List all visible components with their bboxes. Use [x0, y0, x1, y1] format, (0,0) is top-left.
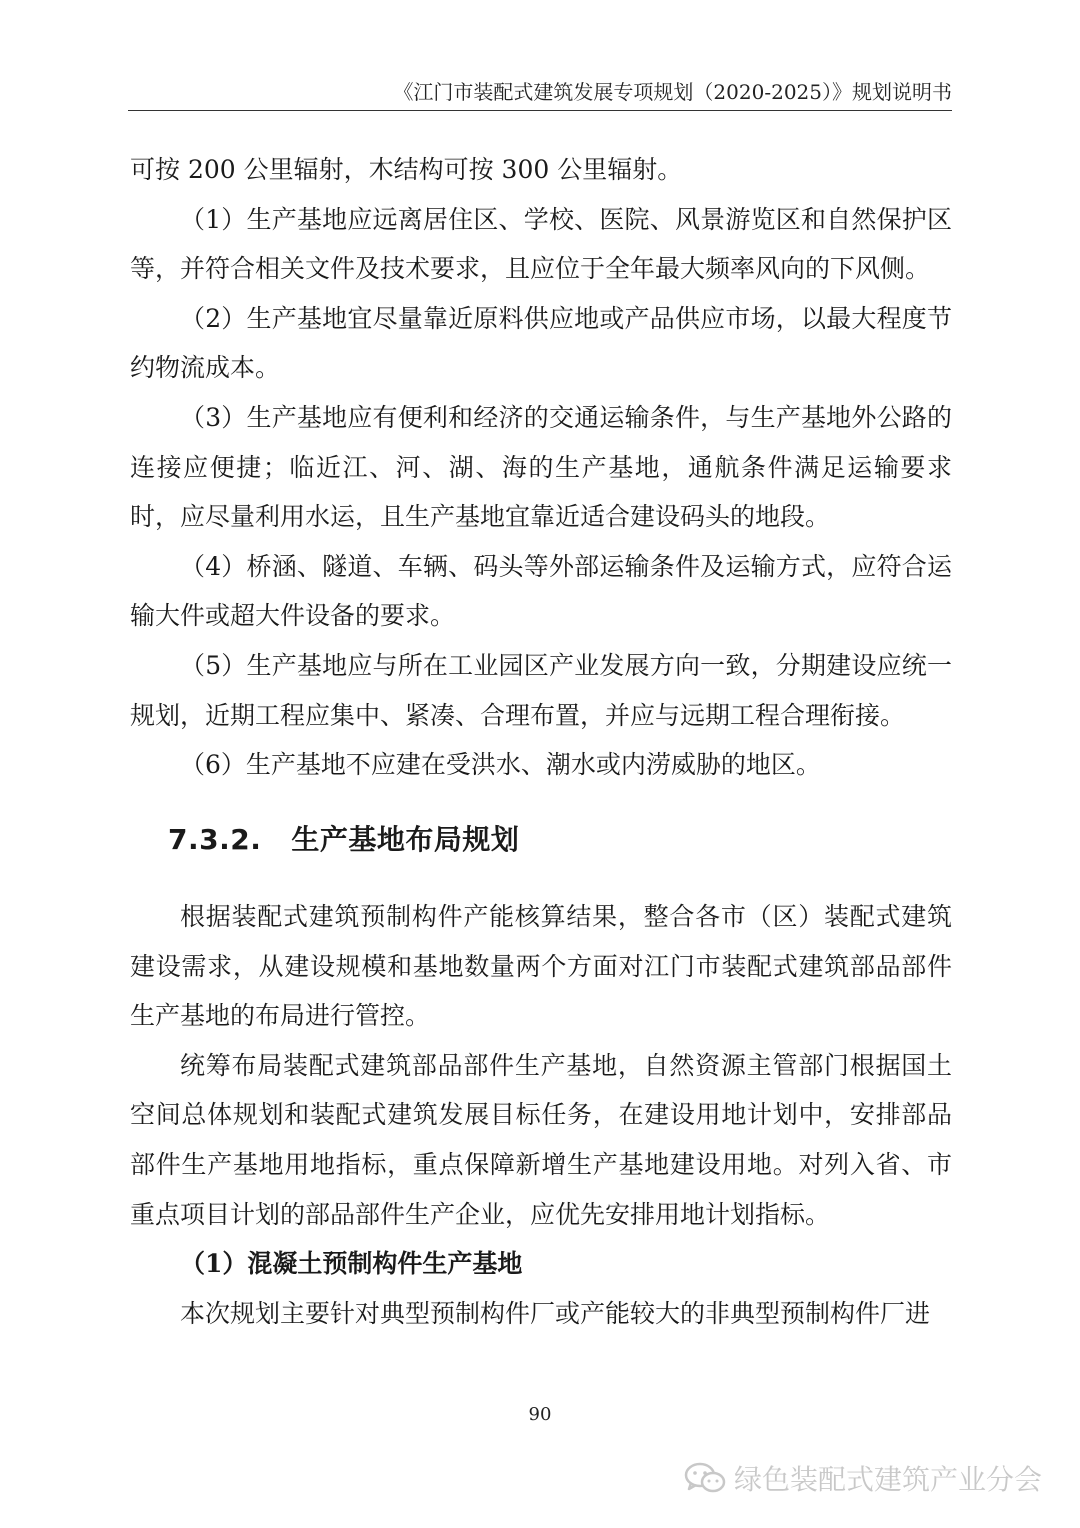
- paragraph-continuation: 可按 200 公里辐射，木结构可按 300 公里辐射。: [130, 155, 683, 184]
- paragraph: 根据装配式建筑预制构件产能核算结果，整合各市（区）装配式建筑建设需求，从建设规模和基地数量两个方面对江门市装配式建筑部品部件生产基地的布局进行管控。: [130, 902, 952, 1031]
- wechat-icon: [684, 1461, 726, 1495]
- paragraph: 统筹布局装配式建筑部品部件生产基地，自然资源主管部门根据国土空间总体规划和装配式建筑发展目标任务，在建设用地计划中，安排部品部件生产基地用地指标，重点保障新增生产基地建设用地。对列入省、市重点项目计划的部品部件生产企业，应优先安排用地计划指标。: [130, 1050, 952, 1229]
- list-item-4: （4）桥涵、隧道、车辆、码头等外部运输条件及运输方式，应符合运输大件或超大件设备的要求。: [130, 551, 952, 631]
- list-item-5: （5）生产基地应与所在工业园区产业发展方向一致，分期建设应统一规划，近期工程应集中、紧凑、合理布置，并应与远期工程合理衔接。: [130, 650, 952, 730]
- subheading: （1）混凝土预制构件生产基地: [180, 1249, 523, 1279]
- watermark-text: 绿色装配式建筑产业分会: [733, 1463, 1042, 1496]
- list-item-6: （6）生产基地不应建在受洪水、潮水或内涝威胁的地区。: [180, 750, 821, 780]
- header-divider: [128, 110, 952, 111]
- body-text-top: [130, 145, 952, 790]
- section-heading: [168, 818, 519, 858]
- list-item-3: （3）生产基地应有便利和经济的交通运输条件，与生产基地外公路的连接应便捷；临近江、河、湖、海的生产基地，通航条件满足运输要求时，应尽量利用水运，且生产基地宜靠近适合建设码头的地段。: [130, 402, 952, 532]
- paragraph-last: 本次规划主要针对典型预制构件厂或产能较大的非典型预制构件厂进: [180, 1298, 931, 1328]
- section-title: 生产基地布局规划: [291, 823, 520, 856]
- watermark: [684, 1458, 1042, 1498]
- body-text-bottom: [130, 892, 952, 1338]
- document-header-title: 《江门市装配式建筑发展专项规划（2020-2025）》规划说明书: [393, 80, 952, 104]
- list-item-1: （1）生产基地应远离居住区、学校、医院、风景游览区和自然保护区等，并符合相关文件及技术要求，且应位于全年最大频率风向的下风侧。: [130, 204, 952, 284]
- page-number: 90: [528, 1404, 552, 1425]
- section-number: 7.3.2.: [168, 823, 262, 856]
- list-item-2: （2）生产基地宜尽量靠近原料供应地或产品供应市场，以最大程度节约物流成本。: [130, 303, 952, 383]
